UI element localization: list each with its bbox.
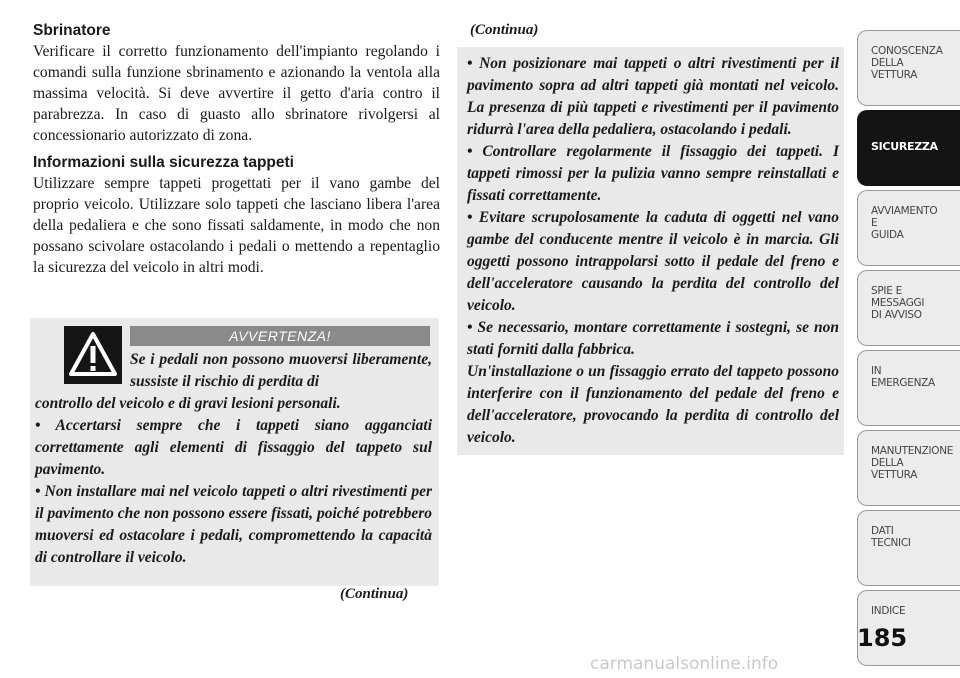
tab-dati-tecnici[interactable]: DATI TECNICI <box>857 510 960 586</box>
warning-intro-text: Se i pedali non possono muoversi liberamente, sussiste il rischio di perdita di <box>130 351 432 390</box>
watermark: carmanualsonline.info <box>590 654 779 674</box>
warning-continuation-text: • Non posizionare mai tappeti o altri rivestimenti per il pavimento sopra ad altri tappeti già montati nel veicolo. La presenza di più tappeti e rivestimenti per il pavimento ridurrà l'area della pedaliera, ostacolando i pedali. • Controllare regolarmente il fissaggio dei tappeti. I tappeti rimossi per la pulizia vanno sempre reinstallati e fissati correttamente. • Evitare scrupolosamente la caduta di oggetti nel vano gambe del conducente mentre il veicolo è in marcia. Gli oggetti possono intrappolarsi sotto il pedale del freno e dell'acceleratore causando la perdita del controllo del veicolo. • Se necessario, montare correttamente i sostegni, se non stati forniti dalla fabbrica. Un'installazione o un fissaggio errato del tappeto possono interferire con il funzionamento del pedale del freno e dell'acceleratore, provocando la perdita di controllo del veicolo. <box>467 55 839 446</box>
warning-continuation-box <box>457 47 844 455</box>
tab-spie-e-messaggi[interactable]: SPIE E MESSAGGI DI AVVISO <box>857 270 960 346</box>
paragraph-floor-mats: Utilizzare sempre tappeti progettati per il vano gambe del proprio veicolo. Utilizzare solo tappeti che lasciano libera l'area della pedaliera e che sono fissati saldamente, in modo che non possano scivolare ostacolando i pedali o mettendo a repentaglio la sicurezza del veicolo in altri modi. <box>33 175 440 276</box>
tab-indice[interactable]: INDICE <box>857 590 960 666</box>
chapter-tabs <box>857 30 960 670</box>
page-number: 185 <box>857 624 908 652</box>
continued-label-bottom: (Continua) <box>340 586 409 602</box>
warning-box <box>30 318 439 586</box>
tab-conoscenza-della-vettura[interactable]: CONOSCENZA DELLA VETTURA <box>857 30 960 106</box>
tab-avviamento-e-guida[interactable]: AVVIAMENTO E GUIDA <box>857 190 960 266</box>
tab-manutenzione[interactable]: MANUTENZIONE DELLA VETTURA <box>857 430 960 506</box>
warning-triangle-icon <box>64 326 122 384</box>
paragraph-defroster: Verificare il corretto funzionamento dell'impianto regolando i comandi sulla funzione sbrinamento e azionando la ventola alla massima velocità. Si deve avvertire il getto d'aria contro il parabrezza. In caso di guasto allo sbrinatore rivolgersi al concessionario autorizzato di zona. <box>33 43 440 144</box>
section-heading-defroster: Sbrinatore <box>33 22 111 39</box>
tab-in-emergenza[interactable]: IN EMERGENZA <box>857 350 960 426</box>
section-heading-floor-mats: Informazioni sulla sicurezza tappeti <box>33 154 294 171</box>
warning-header: AVVERTENZA! <box>130 326 430 346</box>
warning-body-text: controllo del veicolo e di gravi lesioni personali. • Accertarsi sempre che i tappeti siano agganciati correttamente agli elementi di fissaggio del tappeto sul pavimento. • Non installare mai nel veicolo tappeti o altri rivestimenti per il pavimento che non possono essere fissati, poiché potrebbero muoversi ed ostacolare i pedali, compromettendo la capacità di controllare il veicolo. <box>35 395 432 566</box>
continued-label-top: (Continua) <box>470 22 539 38</box>
left-column <box>33 20 440 278</box>
tab-sicurezza[interactable]: SICUREZZA <box>857 110 960 186</box>
